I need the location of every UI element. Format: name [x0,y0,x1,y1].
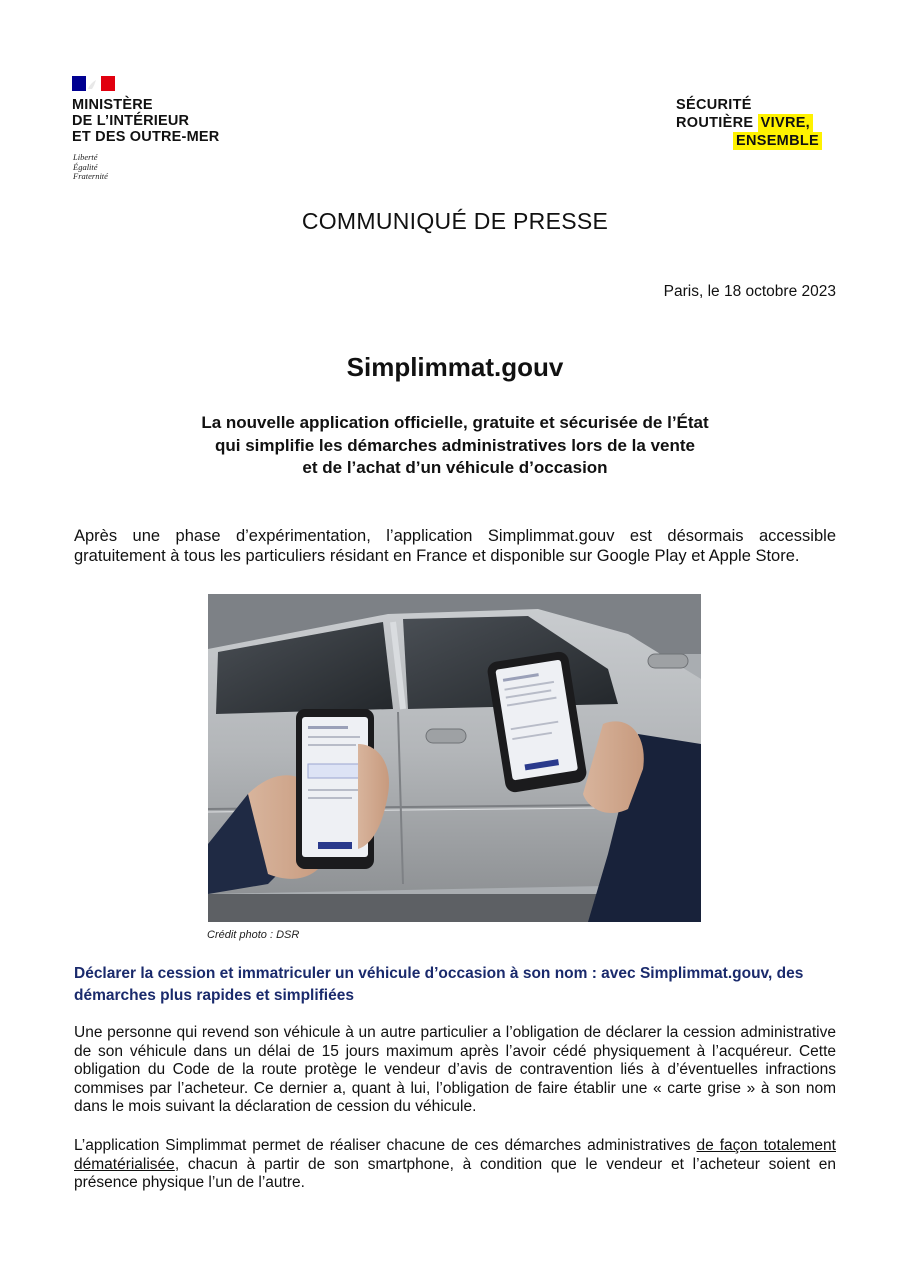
paragraph-2-text-end: , chacun à partir de son smartphone, à condition que le vendeur et l’acheteur soient en présence physique l’un de l’autre. [74,1155,836,1191]
sr-line-3-highlight: ENSEMBLE [733,132,822,150]
page-title: Simplimmat.gouv [346,352,564,382]
sr-line-1: SÉCURITÉ [676,97,752,113]
securite-routiere-logo [676,96,822,150]
ministry-line: MINISTÈRE [72,97,153,113]
subtitle-line: et de l’achat d’un véhicule d’occasion [302,458,608,477]
subtitle-line: qui simplifie les démarches administratives lors de la vente [215,435,695,455]
motto-line: Liberté [73,152,98,162]
republique-flag-logo [72,76,115,91]
underlined-phrase: de façon totalement dématérialisée [74,1137,836,1173]
sr-line-2-plain: ROUTIÈRE [676,115,754,131]
paragraph-2-text: L’application Simplimmat permet de réaliser chacune de ces démarches administratives [74,1137,697,1154]
subtitle-line: La nouvelle application officielle, gratuite et sécurisée de l’État [201,413,709,432]
ministry-line: ET DES OUTRE-MER [72,129,220,145]
section-title: Déclarer la cession et immatriculer un véhicule d’occasion à son nom : avec Simplimmat.gouv, des démarches plus rapides et simplifiées [74,965,804,1004]
document-type: COMMUNIQUÉ DE PRESSE [301,208,609,234]
ministry-name [72,97,219,145]
republic-motto [73,153,108,182]
motto-line: Égalité [73,161,98,172]
subtitle [110,412,800,480]
ministry-line: DE L’INTÉRIEUR [72,113,190,129]
section-paragraph-2 [74,1137,836,1193]
section-paragraph-1: Une personne qui revend son véhicule à un autre particulier a l’obligation de déclarer la cession administrative de son véhicule dans un délai de 15 jours maximum après l’avoir cédé physiquement à l’acquéreur. Cette obligation du Code de la route protège le vendeur d’avis de contravention liés à d’éventuelles infractions commises par l’acheteur. Ce dernier a, quant à lui, l’obligation de faire établir une « carte grise » à son nom dans le mois suivant la déclaration de cession du véhicule. [74,1024,836,1115]
photo-caption: Crédit photo : DSR [207,929,300,941]
publication-date: Paris, le 18 octobre 2023 [663,283,836,300]
intro-paragraph: Après une phase d’expérimentation, l’application Simplimmat.gouv est désormais accessible gratuitement à tous les particuliers résidant en France et disponible sur Google Play et Apple Store. [74,527,836,565]
motto-line: Fraternité [73,171,108,181]
sr-line-2-highlight: VIVRE, [758,114,813,132]
article-photo [208,594,701,922]
